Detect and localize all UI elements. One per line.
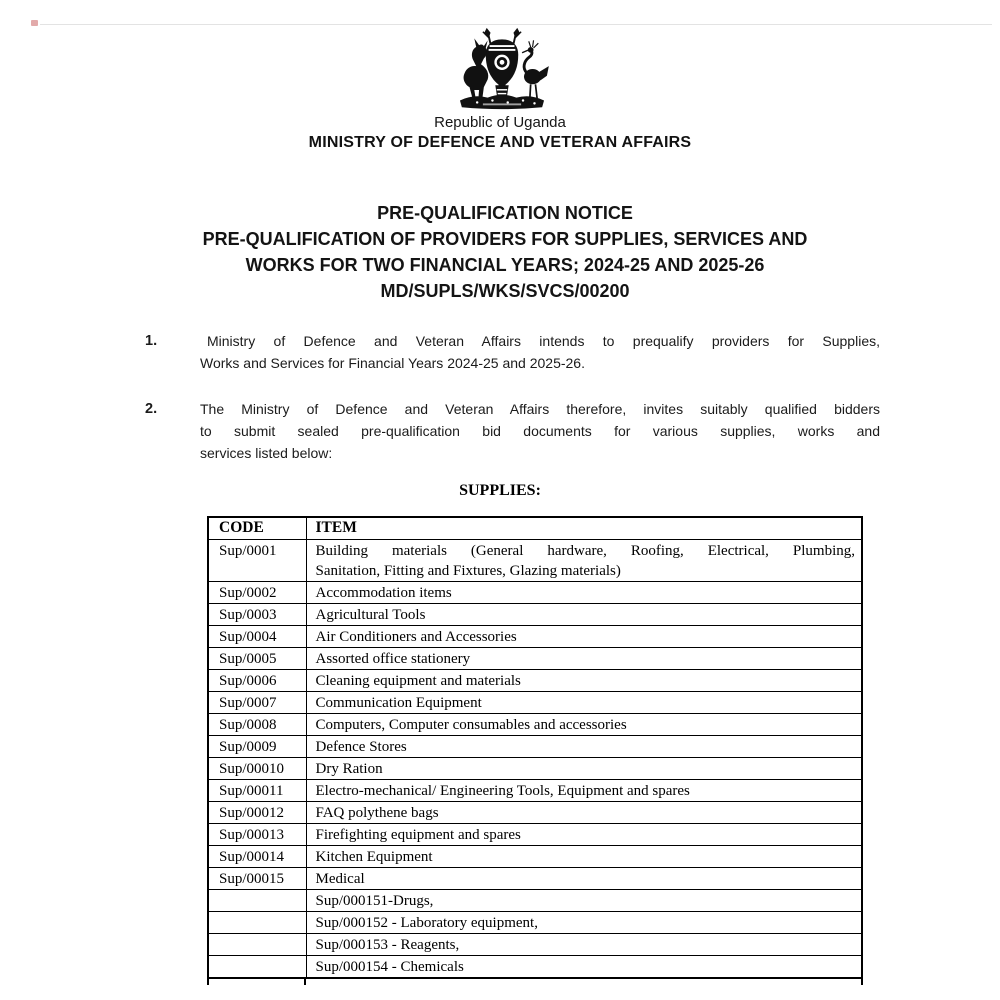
paragraph-line: Works and Services for Financial Years 2024-25 and 2025-26. — [200, 355, 585, 371]
table-row — [208, 823, 862, 845]
table-row — [208, 713, 862, 735]
notice-title-line: MD/SUPLS/WKS/SVCS/00200 — [380, 281, 630, 301]
table-header-row — [208, 517, 862, 539]
item-column-header: ITEM — [306, 517, 862, 539]
table-row — [208, 647, 862, 669]
uganda-coat-of-arms-icon — [443, 26, 561, 112]
code-cell: Sup/00012 — [208, 801, 306, 823]
notice-title-line: PRE-QUALIFICATION OF PROVIDERS FOR SUPPLIES, SERVICES AND — [202, 229, 808, 249]
item-cell: Electro-mechanical/ Engineering Tools, Equipment and spares — [306, 779, 862, 801]
item-cell: Air Conditioners and Accessories — [306, 625, 862, 647]
paragraph-1 — [145, 330, 880, 374]
table-row — [208, 933, 862, 955]
code-cell: Sup/00014 — [208, 845, 306, 867]
supplies-table-body — [208, 539, 862, 978]
table-row — [208, 691, 862, 713]
code-cell: Sup/00011 — [208, 779, 306, 801]
code-cell: Sup/0009 — [208, 735, 306, 757]
item-cell: FAQ polythene bags — [306, 801, 862, 823]
item-cell: Sup/000151-Drugs, — [306, 889, 862, 911]
item-cell: Computers, Computer consumables and accessories — [306, 713, 862, 735]
code-cell — [208, 933, 306, 955]
paragraph-1-number: 1. — [145, 333, 158, 349]
code-cell: Sup/0007 — [208, 691, 306, 713]
code-cell: Sup/0003 — [208, 603, 306, 625]
code-cell: Sup/0005 — [208, 647, 306, 669]
item-cell: Sup/000152 - Laboratory equipment, — [306, 911, 862, 933]
country-name: Republic of Uganda — [434, 114, 566, 131]
table-row — [208, 801, 862, 823]
code-cell: Sup/0004 — [208, 625, 306, 647]
paragraph-1-text — [200, 330, 880, 374]
supplies-heading: SUPPLIES: — [459, 482, 541, 499]
table-row — [208, 911, 862, 933]
table-row — [208, 581, 862, 603]
code-cell — [208, 911, 306, 933]
code-cell: Sup/0001 — [208, 539, 306, 581]
paragraph-line: services listed below: — [200, 445, 333, 461]
paragraph-line: Ministry of Defence and Veteran Affairs intends to prequalify providers for Supplies, — [207, 333, 880, 349]
supplies-table-wrap — [207, 516, 863, 985]
table-row — [208, 735, 862, 757]
red-artifact-mark — [31, 20, 38, 26]
code-cell — [208, 889, 306, 911]
top-divider-line — [40, 24, 992, 25]
paragraph-2 — [145, 398, 880, 464]
item-cell: Accommodation items — [306, 581, 862, 603]
item-cell: Medical — [306, 867, 862, 889]
paragraph-2-text — [200, 398, 880, 464]
paragraph-line: The Ministry of Defence and Veteran Affairs therefore, invites suitably qualified bidders — [200, 401, 880, 417]
code-cell — [208, 955, 306, 978]
table-row — [208, 867, 862, 889]
paragraph-line: to submit sealed pre-qualification bid documents for various supplies, works and — [200, 423, 880, 439]
table-row — [208, 845, 862, 867]
item-cell: Dry Ration — [306, 757, 862, 779]
cutoff-next-row — [207, 979, 863, 985]
item-cell: Communication Equipment — [306, 691, 862, 713]
item-cell: Cleaning equipment and materials — [306, 669, 862, 691]
notice-title-line: PRE-QUALIFICATION NOTICE — [377, 203, 633, 223]
item-cell: Firefighting equipment and spares — [306, 823, 862, 845]
code-column-header: CODE — [208, 517, 306, 539]
table-row — [208, 889, 862, 911]
table-row — [208, 669, 862, 691]
notice-title-line: WORKS FOR TWO FINANCIAL YEARS; 2024-25 AND 2025-26 — [245, 255, 765, 275]
item-cell: Defence Stores — [306, 735, 862, 757]
code-cell: Sup/00015 — [208, 867, 306, 889]
item-cell: Sup/000153 - Reagents, — [306, 933, 862, 955]
table-row — [208, 779, 862, 801]
table-row — [208, 603, 862, 625]
item-cell: Kitchen Equipment — [306, 845, 862, 867]
item-cell: Agricultural Tools — [306, 603, 862, 625]
item-cell: Building materials (General hardware, Roofing, Electrical, Plumbing, Sanitation, Fitting and Fixtures, Glazing materials) — [306, 539, 862, 581]
table-row — [208, 955, 862, 978]
supplies-table — [207, 516, 863, 979]
table-row — [208, 757, 862, 779]
paragraph-2-number: 2. — [145, 401, 158, 417]
code-cell: Sup/00010 — [208, 757, 306, 779]
code-cell: Sup/0006 — [208, 669, 306, 691]
item-cell: Sup/000154 - Chemicals — [306, 955, 862, 978]
code-cell: Sup/0008 — [208, 713, 306, 735]
table-row — [208, 539, 862, 581]
item-cell: Assorted office stationery — [306, 647, 862, 669]
code-cell: Sup/0002 — [208, 581, 306, 603]
ministry-name: MINISTRY OF DEFENCE AND VETERAN AFFAIRS — [308, 134, 692, 151]
notice-title — [0, 200, 1000, 304]
code-cell: Sup/00013 — [208, 823, 306, 845]
table-row — [208, 625, 862, 647]
